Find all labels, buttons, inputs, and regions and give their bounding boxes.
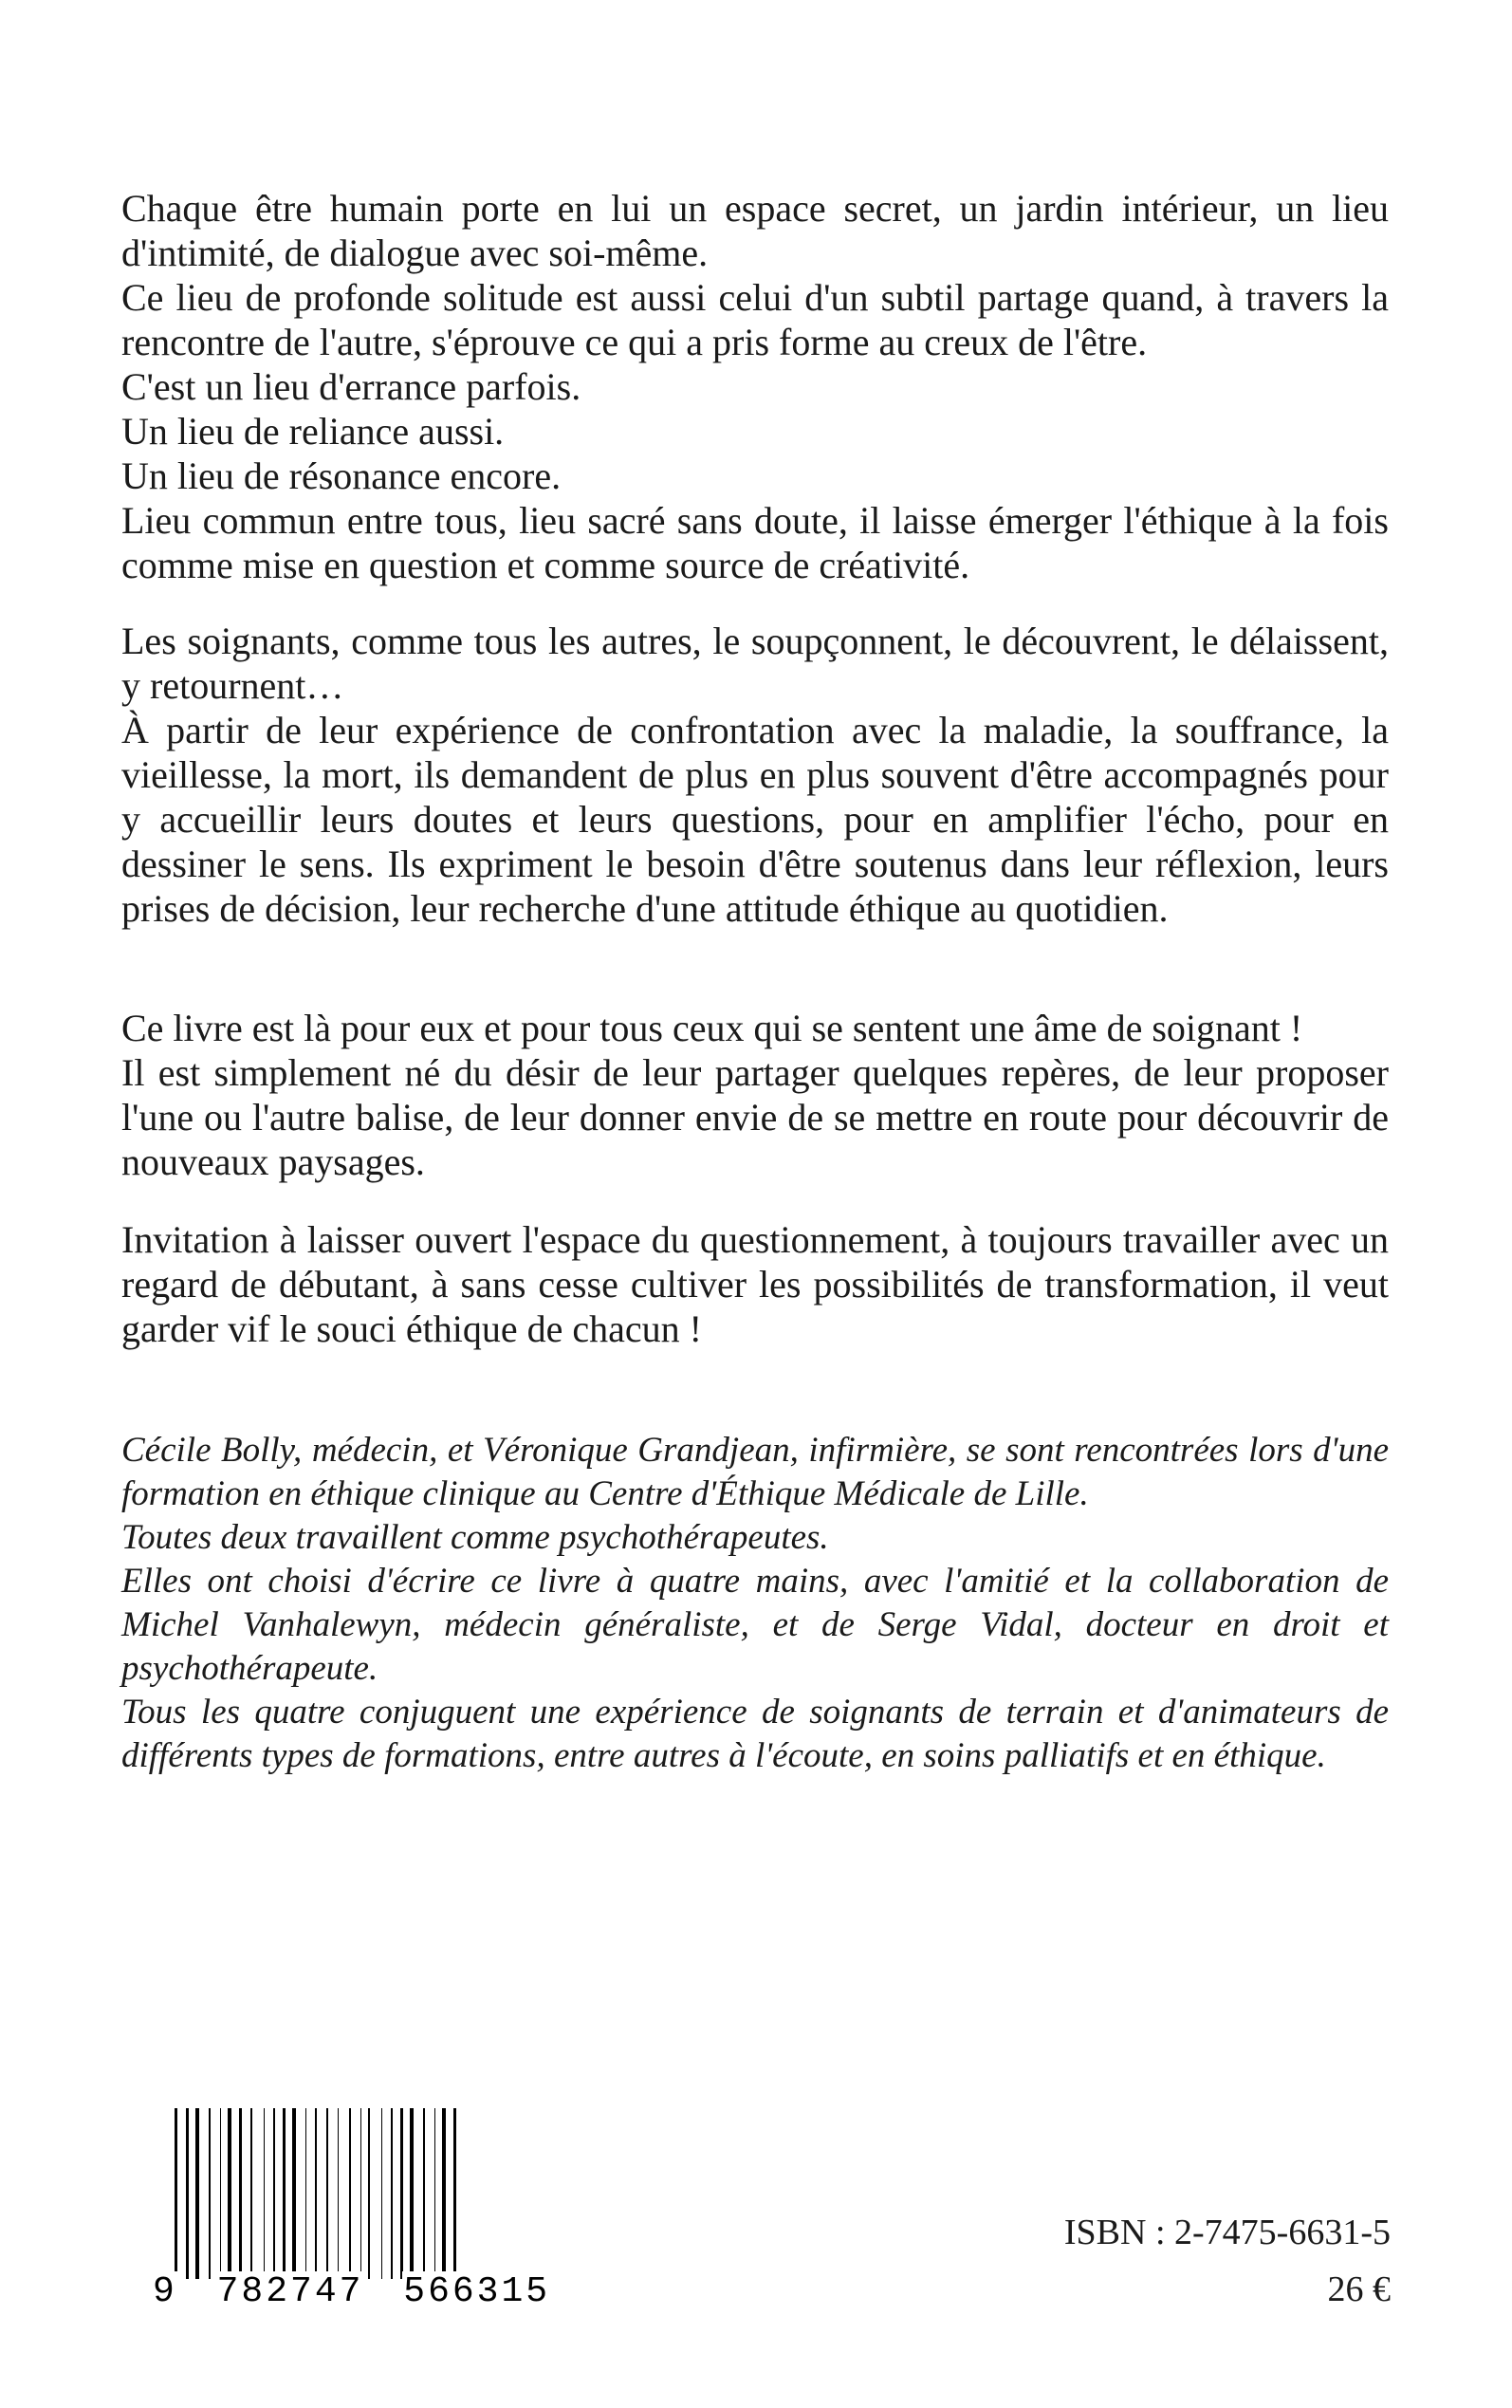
- barcode-bar: [360, 2108, 361, 2279]
- blurb-line: À partir de leur expérience de confrontation avec la maladie, la souffrance, la vieillesse, la mort, ils demandent de plus en plus souvent d'être accompagnés pour y accueillir leurs doutes et leurs questions, pour en amplifier l'écho, pour en dessiner le sens. Ils expriment le besoin d'être soutenus dans leur réflexion, leurs prises de décision, leur recherche d'une attitude éthique au quotidien.: [121, 709, 1389, 930]
- blurb-line: Invitation à laisser ouvert l'espace du questionnement, à toujours travailler avec un regard de débutant, à sans cesse cultiver les possibilités de transformation, il veut garder vif le souci éthique de chacun !: [121, 1218, 1389, 1350]
- barcode-bar: [264, 2108, 265, 2279]
- barcode-bar: [326, 2108, 328, 2279]
- barcode-bar: [305, 2108, 306, 2279]
- barcode-bar: [391, 2108, 393, 2279]
- authors-line: Toutes deux travaillent comme psychothérapeutes.: [121, 1518, 829, 1557]
- barcode-bar: [283, 2108, 286, 2279]
- blurb-paragraph-2: [121, 619, 1389, 931]
- blurb-paragraph-1: [121, 186, 1389, 587]
- blurb-paragraph-3: [121, 1006, 1389, 1184]
- blurb-line: Un lieu de reliance aussi.: [121, 410, 505, 453]
- barcode-bar: [209, 2108, 211, 2279]
- blurb-line: Chaque être humain porte en lui un espace secret, un jardin intérieur, un lieu d'intimité, de dialogue avec soi-même.: [121, 187, 1389, 274]
- barcode-bar: [400, 2108, 403, 2279]
- blurb-line: Il est simplement né du désir de leur partager quelques repères, de leur proposer l'une ou l'autre balise, de leur donner envie de se mettre en route pour découvrir de nouveaux paysages.: [121, 1051, 1389, 1183]
- barcode-bar: [220, 2108, 221, 2279]
- barcode-bar: [349, 2108, 351, 2279]
- barcode-digits-right: 566315: [403, 2271, 551, 2312]
- blurb-line: Lieu commun entre tous, lieu sacré sans doute, il laisse émerger l'éthique à la fois comme mise en question et comme source de créativité.: [121, 499, 1389, 586]
- authors-line: Tous les quatre conjuguent une expérience de soignants de terrain et d'animateurs de différents types de formations, entre autres à l'écoute, en soins palliatifs et en éthique.: [121, 1693, 1389, 1775]
- barcode-bar: [368, 2108, 370, 2279]
- barcode-bar: [315, 2108, 317, 2293]
- barcode-bar: [453, 2108, 456, 2279]
- barcode-bar: [239, 2108, 242, 2279]
- barcode-digits: [152, 2271, 550, 2313]
- blurb-line: Ce livre est là pour eux et pour tous ceux qui se sentent une âme de soignant !: [121, 1007, 1303, 1049]
- blurb-paragraph-4: [121, 1217, 1389, 1351]
- barcode-bar: [273, 2108, 275, 2279]
- blurb-line: C'est un lieu d'errance parfois.: [121, 365, 581, 408]
- blurb-line: Les soignants, comme tous les autres, le soupçonnent, le découvrent, le délaissent, y retournent…: [121, 620, 1389, 707]
- barcode-bar: [186, 2108, 189, 2279]
- barcode-bars: [175, 2108, 550, 2293]
- authors-line: Elles ont choisi d'écrire ce livre à quatre mains, avec l'amitié et la collaboration de Michel Vanhalewyn, médecin généraliste, et de Serge Vidal, docteur en droit et psychothérapeute.: [121, 1562, 1389, 1688]
- barcode: [152, 2108, 550, 2317]
- isbn-label: ISBN : 2-7475-6631-5: [1063, 2213, 1391, 2252]
- barcode-bar: [250, 2108, 252, 2279]
- barcode-bar: [381, 2108, 382, 2279]
- barcode-bar: [442, 2108, 446, 2279]
- barcode-bar: [338, 2108, 339, 2279]
- barcode-digits-left: 782747: [216, 2271, 364, 2312]
- price-label: 26 €: [1327, 2269, 1391, 2309]
- barcode-bar: [423, 2108, 425, 2279]
- blurb-line: Ce lieu de profonde solitude est aussi celui d'un subtil partage quand, à travers la rencontre de l'autre, s'éprouve ce qui a pris forme au creux de l'être.: [121, 276, 1389, 363]
- barcode-bar: [228, 2108, 231, 2279]
- authors-line: Cécile Bolly, médecin, et Véronique Grandjean, infirmière, se sont rencontrées lors d'une formation en éthique clinique au Centre d'Éthique Médicale de Lille.: [121, 1431, 1389, 1513]
- blurb-line: Un lieu de résonance encore.: [121, 454, 562, 497]
- authors-bio: [121, 1429, 1389, 1778]
- barcode-bar: [434, 2108, 435, 2279]
- barcode-digit-lead: 9: [153, 2271, 177, 2312]
- barcode-bar: [410, 2108, 414, 2279]
- barcode-bar: [292, 2108, 296, 2279]
- barcode-bar: [175, 2108, 177, 2293]
- barcode-bar: [195, 2108, 199, 2279]
